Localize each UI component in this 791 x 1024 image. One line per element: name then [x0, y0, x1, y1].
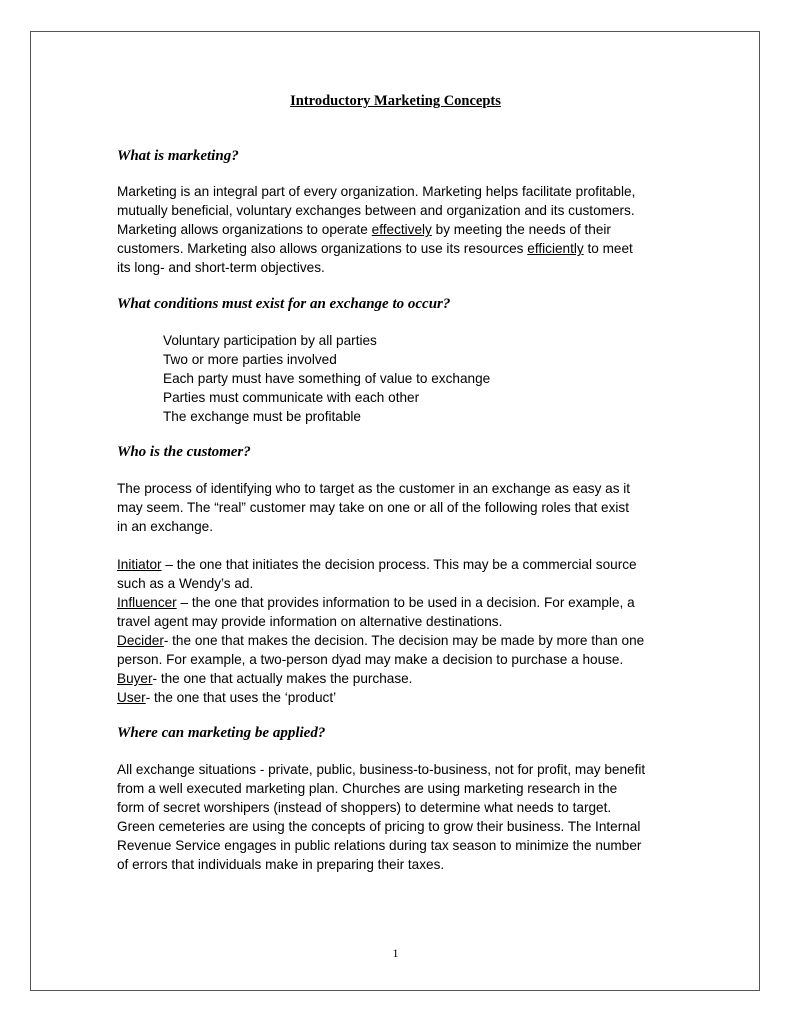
paragraph-line	[117, 182, 687, 201]
role-line-continuation	[117, 574, 687, 593]
paragraph-line: Revenue Service engages in public relations during tax season to minimize the number	[117, 838, 642, 853]
list-item: Voluntary participation by all parties	[163, 333, 377, 348]
text-run: its long- and short-term objectives.	[117, 260, 325, 275]
paragraph-line: from a well executed marketing plan. Churches are using marketing research in the	[117, 781, 618, 796]
paragraph-line	[117, 258, 687, 277]
section-heading-what-is-marketing: What is marketing?	[117, 148, 239, 164]
role-term-buyer: Buyer	[117, 671, 153, 686]
underlined-term-efficiently: efficiently	[527, 241, 584, 256]
document-title: Introductory Marketing Concepts	[290, 93, 501, 109]
text-run: Marketing is an integral part of every organization. Marketing helps facilitate profitable,	[117, 184, 636, 199]
role-term-user: User	[117, 690, 146, 705]
paragraph-what-is-marketing	[117, 182, 687, 277]
role-line-decider	[117, 631, 687, 650]
role-line-user	[117, 688, 687, 707]
paragraph-line	[117, 201, 687, 220]
role-line-continuation	[117, 650, 687, 669]
paragraph-line	[117, 220, 687, 239]
paragraph-line: Green cemeteries are using the concepts of pricing to grow their business. The Internal	[117, 819, 641, 834]
text-run: by meeting the needs of their	[431, 222, 611, 237]
paragraph-where-applied	[117, 760, 687, 874]
role-line-continuation	[117, 612, 687, 631]
text-run: such as a Wendy’s ad.	[117, 576, 254, 591]
text-run: - the one that makes the decision. The decision may be made by more than one	[163, 633, 645, 648]
role-line-influencer	[117, 593, 687, 612]
role-line-initiator	[117, 555, 687, 574]
paragraph-customer-roles	[117, 555, 687, 707]
paragraph-line: The process of identifying who to target as the customer in an exchange as easy as it	[117, 481, 631, 496]
role-term-influencer: Influencer	[117, 595, 177, 610]
text-run: travel agent may provide information on alternative destinations.	[117, 614, 503, 629]
paragraph-line: All exchange situations - private, public, business-to-business, not for profit, may benefit	[117, 762, 646, 777]
text-run: - the one that uses the ‘product’	[145, 690, 337, 705]
paragraph-line: of errors that individuals make in preparing their taxes.	[117, 857, 445, 872]
text-run: person. For example, a two-person dyad may make a decision to purchase a house.	[117, 652, 624, 667]
page-number: 1	[392, 946, 399, 960]
list-item: Each party must have something of value to exchange	[163, 371, 491, 386]
section-heading-exchange-conditions: What conditions must exist for an exchange to occur?	[117, 296, 451, 312]
section-heading-where-applied: Where can marketing be applied?	[117, 725, 326, 741]
text-run: – the one that initiates the decision process. This may be a commercial source	[161, 557, 637, 572]
list-item: The exchange must be profitable	[163, 409, 361, 424]
text-run: – the one that provides information to be used in a decision. For example, a	[176, 595, 635, 610]
text-run: customers. Marketing also allows organizations to use its resources	[117, 241, 528, 256]
paragraph-customer-intro	[117, 479, 687, 536]
paragraph-line: form of secret worshipers (instead of shoppers) to determine what needs to target.	[117, 800, 612, 815]
section-heading-who-is-customer: Who is the customer?	[117, 444, 251, 460]
list-item: Two or more parties involved	[163, 352, 337, 367]
list-item: Parties must communicate with each other	[163, 390, 420, 405]
role-term-decider: Decider	[117, 633, 164, 648]
text-run: mutually beneficial, voluntary exchanges between and organization and its customers.	[117, 203, 635, 218]
paragraph-line: in an exchange.	[117, 519, 213, 534]
text-run: to meet	[583, 241, 633, 256]
text-run: - the one that actually makes the purchase.	[152, 671, 413, 686]
paragraph-line	[117, 239, 687, 258]
underlined-term-effectively: effectively	[371, 222, 432, 237]
paragraph-line: may seem. The “real” customer may take on one or all of the following roles that exist	[117, 500, 630, 515]
role-term-initiator: Initiator	[117, 557, 162, 572]
role-line-buyer	[117, 669, 687, 688]
text-run: Marketing allows organizations to operate	[117, 222, 372, 237]
exchange-conditions-list	[163, 331, 490, 426]
